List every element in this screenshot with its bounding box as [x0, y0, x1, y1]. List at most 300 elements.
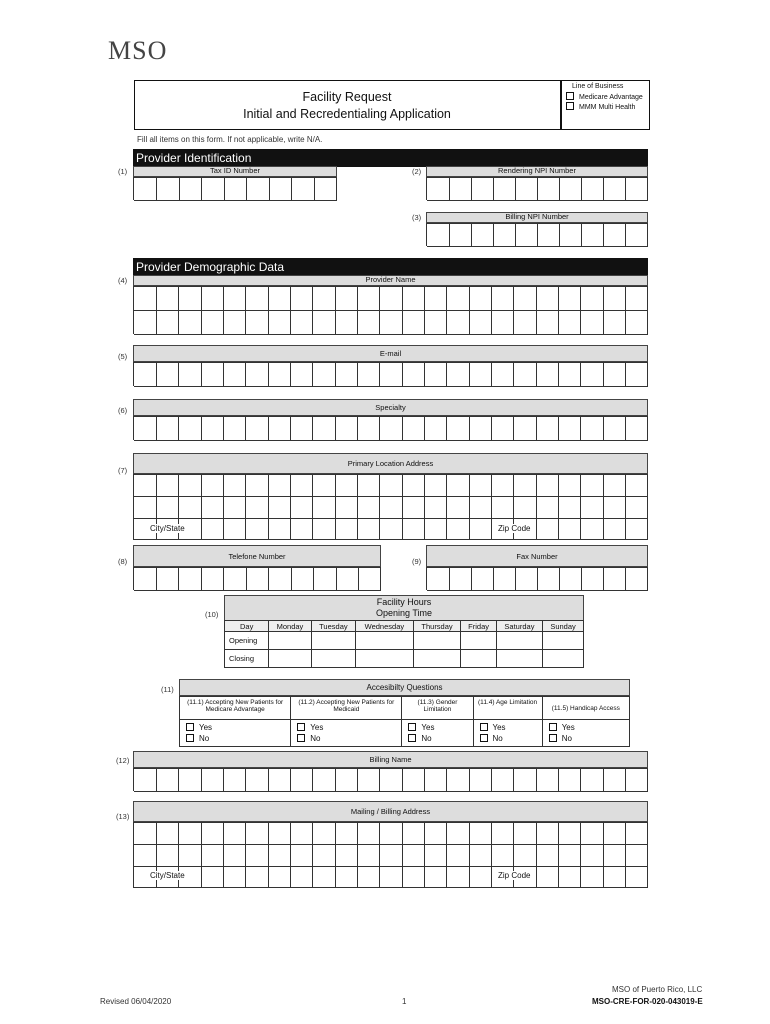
- input-cell[interactable]: [581, 497, 604, 519]
- input-cell[interactable]: [626, 497, 649, 519]
- input-cell[interactable]: [134, 417, 157, 441]
- input-cell[interactable]: [626, 363, 649, 387]
- input-cell[interactable]: [134, 845, 157, 867]
- input-cell[interactable]: [201, 845, 224, 867]
- input-cell[interactable]: [581, 823, 604, 845]
- input-cell[interactable]: [290, 475, 313, 497]
- input-cell[interactable]: [469, 866, 492, 888]
- input-cell[interactable]: [134, 568, 157, 591]
- input-cell[interactable]: [469, 769, 492, 792]
- input-cell[interactable]: [626, 866, 649, 888]
- input-cell[interactable]: [536, 518, 559, 540]
- input-cell[interactable]: [581, 769, 604, 792]
- input-cell[interactable]: [290, 287, 313, 311]
- input-cell[interactable]: [223, 518, 246, 540]
- input-cell[interactable]: [268, 845, 291, 867]
- input-cell[interactable]: [492, 823, 515, 845]
- input-cell[interactable]: [179, 178, 202, 201]
- input-cell[interactable]: [179, 311, 202, 335]
- input-cell[interactable]: [313, 866, 336, 888]
- input-cell[interactable]: [201, 769, 224, 792]
- input-cell[interactable]: [380, 518, 403, 540]
- input-cell[interactable]: [514, 287, 537, 311]
- input-cell[interactable]: [626, 178, 649, 201]
- input-cell[interactable]: [559, 518, 582, 540]
- input-cell[interactable]: [626, 845, 649, 867]
- input-cell[interactable]: [134, 823, 157, 845]
- input-cell[interactable]: [425, 417, 448, 441]
- input-cell[interactable]: [268, 769, 291, 792]
- input-cell[interactable]: [536, 769, 559, 792]
- hour-cell[interactable]: [496, 650, 542, 668]
- input-cell[interactable]: [201, 417, 224, 441]
- input-cell[interactable]: [493, 178, 516, 201]
- billing-name-grid[interactable]: [133, 768, 648, 791]
- input-cell[interactable]: [604, 568, 627, 591]
- input-cell[interactable]: [469, 823, 492, 845]
- input-cell[interactable]: [201, 518, 224, 540]
- input-cell[interactable]: [357, 518, 380, 540]
- input-cell[interactable]: [156, 475, 179, 497]
- input-cell[interactable]: [603, 475, 626, 497]
- input-cell[interactable]: [626, 769, 649, 792]
- input-cell[interactable]: [447, 287, 470, 311]
- input-cell[interactable]: [515, 224, 538, 247]
- specialty-grid[interactable]: [133, 416, 648, 440]
- input-cell[interactable]: [314, 568, 337, 591]
- input-cell[interactable]: [223, 866, 246, 888]
- input-cell[interactable]: [246, 823, 269, 845]
- input-cell[interactable]: [223, 363, 246, 387]
- checkbox-medicare-advantage[interactable]: [566, 92, 574, 100]
- input-cell[interactable]: [268, 518, 291, 540]
- input-cell[interactable]: [447, 497, 470, 519]
- input-cell[interactable]: [493, 568, 516, 591]
- input-cell[interactable]: [268, 475, 291, 497]
- input-cell[interactable]: [156, 823, 179, 845]
- input-cell[interactable]: [626, 287, 649, 311]
- input-cell[interactable]: [156, 497, 179, 519]
- hour-cell[interactable]: [269, 650, 311, 668]
- input-cell[interactable]: [223, 497, 246, 519]
- input-cell[interactable]: [223, 311, 246, 335]
- input-cell[interactable]: [357, 363, 380, 387]
- input-cell[interactable]: [469, 311, 492, 335]
- input-cell[interactable]: [268, 363, 291, 387]
- input-cell[interactable]: [427, 568, 450, 591]
- input-cell[interactable]: [402, 311, 425, 335]
- input-cell[interactable]: [246, 518, 269, 540]
- input-cell[interactable]: [246, 769, 269, 792]
- input-cell[interactable]: [581, 363, 604, 387]
- input-cell[interactable]: [402, 823, 425, 845]
- input-cell[interactable]: [223, 769, 246, 792]
- checkbox-no[interactable]: [408, 734, 416, 742]
- checkbox-mmm-multi-health[interactable]: [566, 102, 574, 110]
- input-cell[interactable]: [492, 287, 515, 311]
- input-cell[interactable]: [603, 287, 626, 311]
- input-cell[interactable]: [515, 568, 538, 591]
- input-cell[interactable]: [179, 287, 202, 311]
- hour-cell[interactable]: [543, 632, 584, 650]
- input-cell[interactable]: [134, 497, 157, 519]
- input-cell[interactable]: [449, 568, 472, 591]
- hour-cell[interactable]: [461, 632, 496, 650]
- hour-cell[interactable]: [461, 650, 496, 668]
- input-cell[interactable]: [290, 518, 313, 540]
- input-cell[interactable]: [603, 497, 626, 519]
- input-cell[interactable]: [402, 497, 425, 519]
- hour-cell[interactable]: [269, 632, 311, 650]
- input-cell[interactable]: [603, 311, 626, 335]
- input-cell[interactable]: [603, 518, 626, 540]
- input-cell[interactable]: [357, 845, 380, 867]
- input-cell[interactable]: [514, 417, 537, 441]
- email-grid[interactable]: [133, 362, 648, 386]
- checkbox-no[interactable]: [186, 734, 194, 742]
- input-cell[interactable]: [134, 769, 157, 792]
- input-cell[interactable]: [268, 287, 291, 311]
- input-cell[interactable]: [469, 497, 492, 519]
- telephone-grid[interactable]: [133, 567, 381, 590]
- input-cell[interactable]: [357, 417, 380, 441]
- input-cell[interactable]: [447, 866, 470, 888]
- input-cell[interactable]: [156, 568, 179, 591]
- input-cell[interactable]: [559, 769, 582, 792]
- hour-cell[interactable]: [311, 650, 355, 668]
- input-cell[interactable]: [223, 845, 246, 867]
- input-cell[interactable]: [536, 363, 559, 387]
- input-cell[interactable]: [313, 475, 336, 497]
- input-cell[interactable]: [359, 568, 382, 591]
- input-cell[interactable]: [380, 311, 403, 335]
- input-cell[interactable]: [156, 769, 179, 792]
- input-cell[interactable]: [223, 417, 246, 441]
- input-cell[interactable]: [492, 845, 515, 867]
- input-cell[interactable]: [514, 363, 537, 387]
- input-cell[interactable]: [292, 178, 315, 201]
- input-cell[interactable]: [201, 866, 224, 888]
- checkbox-no[interactable]: [480, 734, 488, 742]
- input-cell[interactable]: [492, 311, 515, 335]
- input-cell[interactable]: [559, 845, 582, 867]
- input-cell[interactable]: [425, 769, 448, 792]
- input-cell[interactable]: [134, 287, 157, 311]
- hour-cell[interactable]: [413, 632, 461, 650]
- input-cell[interactable]: [603, 363, 626, 387]
- hour-cell[interactable]: [413, 650, 461, 668]
- input-cell[interactable]: [492, 475, 515, 497]
- input-cell[interactable]: [223, 475, 246, 497]
- input-cell[interactable]: [268, 497, 291, 519]
- input-cell[interactable]: [357, 311, 380, 335]
- input-cell[interactable]: [581, 417, 604, 441]
- input-cell[interactable]: [179, 475, 202, 497]
- checkbox-yes[interactable]: [480, 723, 488, 731]
- input-cell[interactable]: [179, 845, 202, 867]
- checkbox-yes[interactable]: [186, 723, 194, 731]
- input-cell[interactable]: [559, 417, 582, 441]
- input-cell[interactable]: [290, 823, 313, 845]
- input-cell[interactable]: [268, 417, 291, 441]
- input-cell[interactable]: [246, 311, 269, 335]
- input-cell[interactable]: [447, 417, 470, 441]
- checkbox-no[interactable]: [297, 734, 305, 742]
- input-cell[interactable]: [313, 311, 336, 335]
- input-cell[interactable]: [536, 823, 559, 845]
- input-cell[interactable]: [335, 866, 358, 888]
- input-cell[interactable]: [179, 363, 202, 387]
- checkbox-no[interactable]: [549, 734, 557, 742]
- input-cell[interactable]: [559, 287, 582, 311]
- input-cell[interactable]: [246, 287, 269, 311]
- input-cell[interactable]: [559, 311, 582, 335]
- input-cell[interactable]: [156, 363, 179, 387]
- primary-address-grid[interactable]: [133, 474, 648, 540]
- input-cell[interactable]: [581, 518, 604, 540]
- input-cell[interactable]: [447, 823, 470, 845]
- input-cell[interactable]: [536, 287, 559, 311]
- input-cell[interactable]: [134, 311, 157, 335]
- input-cell[interactable]: [357, 769, 380, 792]
- input-cell[interactable]: [581, 866, 604, 888]
- input-cell[interactable]: [201, 475, 224, 497]
- hour-cell[interactable]: [496, 632, 542, 650]
- input-cell[interactable]: [447, 845, 470, 867]
- input-cell[interactable]: [581, 475, 604, 497]
- provider-name-grid[interactable]: [133, 286, 648, 334]
- input-cell[interactable]: [335, 845, 358, 867]
- input-cell[interactable]: [402, 518, 425, 540]
- input-cell[interactable]: [402, 845, 425, 867]
- input-cell[interactable]: [425, 475, 448, 497]
- input-cell[interactable]: [380, 497, 403, 519]
- input-cell[interactable]: [515, 178, 538, 201]
- input-cell[interactable]: [581, 311, 604, 335]
- input-cell[interactable]: [269, 178, 292, 201]
- input-cell[interactable]: [471, 178, 494, 201]
- input-cell[interactable]: [290, 769, 313, 792]
- input-cell[interactable]: [514, 497, 537, 519]
- input-cell[interactable]: [201, 287, 224, 311]
- input-cell[interactable]: [402, 363, 425, 387]
- input-cell[interactable]: [559, 363, 582, 387]
- checkbox-yes[interactable]: [297, 723, 305, 731]
- input-cell[interactable]: [246, 417, 269, 441]
- input-cell[interactable]: [246, 568, 269, 591]
- input-cell[interactable]: [313, 845, 336, 867]
- input-cell[interactable]: [179, 568, 202, 591]
- input-cell[interactable]: [335, 823, 358, 845]
- input-cell[interactable]: [290, 311, 313, 335]
- input-cell[interactable]: [380, 845, 403, 867]
- input-cell[interactable]: [425, 866, 448, 888]
- input-cell[interactable]: [201, 823, 224, 845]
- input-cell[interactable]: [469, 475, 492, 497]
- input-cell[interactable]: [313, 417, 336, 441]
- input-cell[interactable]: [471, 568, 494, 591]
- input-cell[interactable]: [357, 866, 380, 888]
- input-cell[interactable]: [402, 769, 425, 792]
- input-cell[interactable]: [380, 417, 403, 441]
- input-cell[interactable]: [380, 866, 403, 888]
- input-cell[interactable]: [335, 417, 358, 441]
- input-cell[interactable]: [380, 475, 403, 497]
- input-cell[interactable]: [268, 311, 291, 335]
- input-cell[interactable]: [201, 497, 224, 519]
- input-cell[interactable]: [357, 287, 380, 311]
- input-cell[interactable]: [492, 769, 515, 792]
- input-cell[interactable]: [626, 475, 649, 497]
- input-cell[interactable]: [402, 417, 425, 441]
- input-cell[interactable]: [402, 475, 425, 497]
- input-cell[interactable]: [335, 311, 358, 335]
- input-cell[interactable]: [357, 475, 380, 497]
- input-cell[interactable]: [335, 497, 358, 519]
- input-cell[interactable]: [246, 363, 269, 387]
- input-cell[interactable]: [246, 866, 269, 888]
- input-cell[interactable]: [536, 311, 559, 335]
- input-cell[interactable]: [514, 311, 537, 335]
- input-cell[interactable]: [603, 417, 626, 441]
- input-cell[interactable]: [290, 363, 313, 387]
- hour-cell[interactable]: [356, 650, 414, 668]
- input-cell[interactable]: [425, 845, 448, 867]
- input-cell[interactable]: [626, 518, 649, 540]
- input-cell[interactable]: [514, 845, 537, 867]
- mailing-address-grid[interactable]: [133, 822, 648, 888]
- input-cell[interactable]: [134, 475, 157, 497]
- input-cell[interactable]: [604, 178, 627, 201]
- input-cell[interactable]: [427, 178, 450, 201]
- input-cell[interactable]: [179, 417, 202, 441]
- input-cell[interactable]: [201, 568, 224, 591]
- input-cell[interactable]: [492, 497, 515, 519]
- input-cell[interactable]: [313, 363, 336, 387]
- hour-cell[interactable]: [356, 632, 414, 650]
- input-cell[interactable]: [469, 417, 492, 441]
- input-cell[interactable]: [156, 287, 179, 311]
- input-cell[interactable]: [538, 224, 561, 247]
- input-cell[interactable]: [582, 224, 605, 247]
- input-cell[interactable]: [314, 178, 337, 201]
- input-cell[interactable]: [402, 866, 425, 888]
- input-cell[interactable]: [291, 568, 314, 591]
- input-cell[interactable]: [335, 518, 358, 540]
- input-cell[interactable]: [603, 866, 626, 888]
- input-cell[interactable]: [246, 475, 269, 497]
- input-cell[interactable]: [224, 178, 247, 201]
- input-cell[interactable]: [604, 224, 627, 247]
- checkbox-yes[interactable]: [549, 723, 557, 731]
- input-cell[interactable]: [493, 224, 516, 247]
- input-cell[interactable]: [290, 497, 313, 519]
- input-cell[interactable]: [313, 823, 336, 845]
- input-cell[interactable]: [447, 518, 470, 540]
- input-cell[interactable]: [313, 287, 336, 311]
- input-cell[interactable]: [559, 823, 582, 845]
- input-cell[interactable]: [492, 363, 515, 387]
- input-cell[interactable]: [268, 823, 291, 845]
- input-cell[interactable]: [202, 178, 225, 201]
- input-cell[interactable]: [179, 769, 202, 792]
- input-cell[interactable]: [449, 178, 472, 201]
- input-cell[interactable]: [469, 287, 492, 311]
- input-cell[interactable]: [224, 568, 247, 591]
- input-cell[interactable]: [269, 568, 292, 591]
- input-cell[interactable]: [223, 287, 246, 311]
- input-cell[interactable]: [581, 287, 604, 311]
- input-cell[interactable]: [603, 845, 626, 867]
- input-cell[interactable]: [560, 568, 583, 591]
- input-cell[interactable]: [268, 866, 291, 888]
- input-cell[interactable]: [447, 769, 470, 792]
- input-cell[interactable]: [560, 224, 583, 247]
- input-cell[interactable]: [582, 178, 605, 201]
- input-cell[interactable]: [559, 497, 582, 519]
- input-cell[interactable]: [357, 497, 380, 519]
- input-cell[interactable]: [134, 178, 157, 201]
- input-cell[interactable]: [603, 823, 626, 845]
- input-cell[interactable]: [536, 417, 559, 441]
- input-cell[interactable]: [380, 363, 403, 387]
- input-cell[interactable]: [380, 769, 403, 792]
- input-cell[interactable]: [290, 845, 313, 867]
- input-cell[interactable]: [626, 568, 649, 591]
- input-cell[interactable]: [538, 178, 561, 201]
- input-cell[interactable]: [425, 311, 448, 335]
- input-cell[interactable]: [179, 497, 202, 519]
- input-cell[interactable]: [447, 475, 470, 497]
- input-cell[interactable]: [536, 845, 559, 867]
- input-cell[interactable]: [471, 224, 494, 247]
- hour-cell[interactable]: [543, 650, 584, 668]
- input-cell[interactable]: [514, 475, 537, 497]
- input-cell[interactable]: [581, 845, 604, 867]
- input-cell[interactable]: [313, 518, 336, 540]
- input-cell[interactable]: [425, 518, 448, 540]
- input-cell[interactable]: [335, 363, 358, 387]
- input-cell[interactable]: [425, 497, 448, 519]
- input-cell[interactable]: [536, 866, 559, 888]
- input-cell[interactable]: [626, 823, 649, 845]
- input-cell[interactable]: [514, 769, 537, 792]
- input-cell[interactable]: [223, 823, 246, 845]
- input-cell[interactable]: [559, 866, 582, 888]
- input-cell[interactable]: [157, 178, 180, 201]
- input-cell[interactable]: [335, 287, 358, 311]
- input-cell[interactable]: [336, 568, 359, 591]
- input-cell[interactable]: [290, 866, 313, 888]
- input-cell[interactable]: [179, 823, 202, 845]
- input-cell[interactable]: [201, 363, 224, 387]
- input-cell[interactable]: [335, 769, 358, 792]
- input-cell[interactable]: [335, 475, 358, 497]
- input-cell[interactable]: [447, 363, 470, 387]
- input-cell[interactable]: [247, 178, 270, 201]
- input-cell[interactable]: [357, 823, 380, 845]
- fax-grid[interactable]: [426, 567, 648, 590]
- input-cell[interactable]: [536, 497, 559, 519]
- input-cell[interactable]: [449, 224, 472, 247]
- input-cell[interactable]: [380, 823, 403, 845]
- input-cell[interactable]: [313, 769, 336, 792]
- checkbox-yes[interactable]: [408, 723, 416, 731]
- input-cell[interactable]: [514, 823, 537, 845]
- input-cell[interactable]: [626, 224, 649, 247]
- input-cell[interactable]: [626, 311, 649, 335]
- rendering-npi-grid[interactable]: [426, 177, 648, 200]
